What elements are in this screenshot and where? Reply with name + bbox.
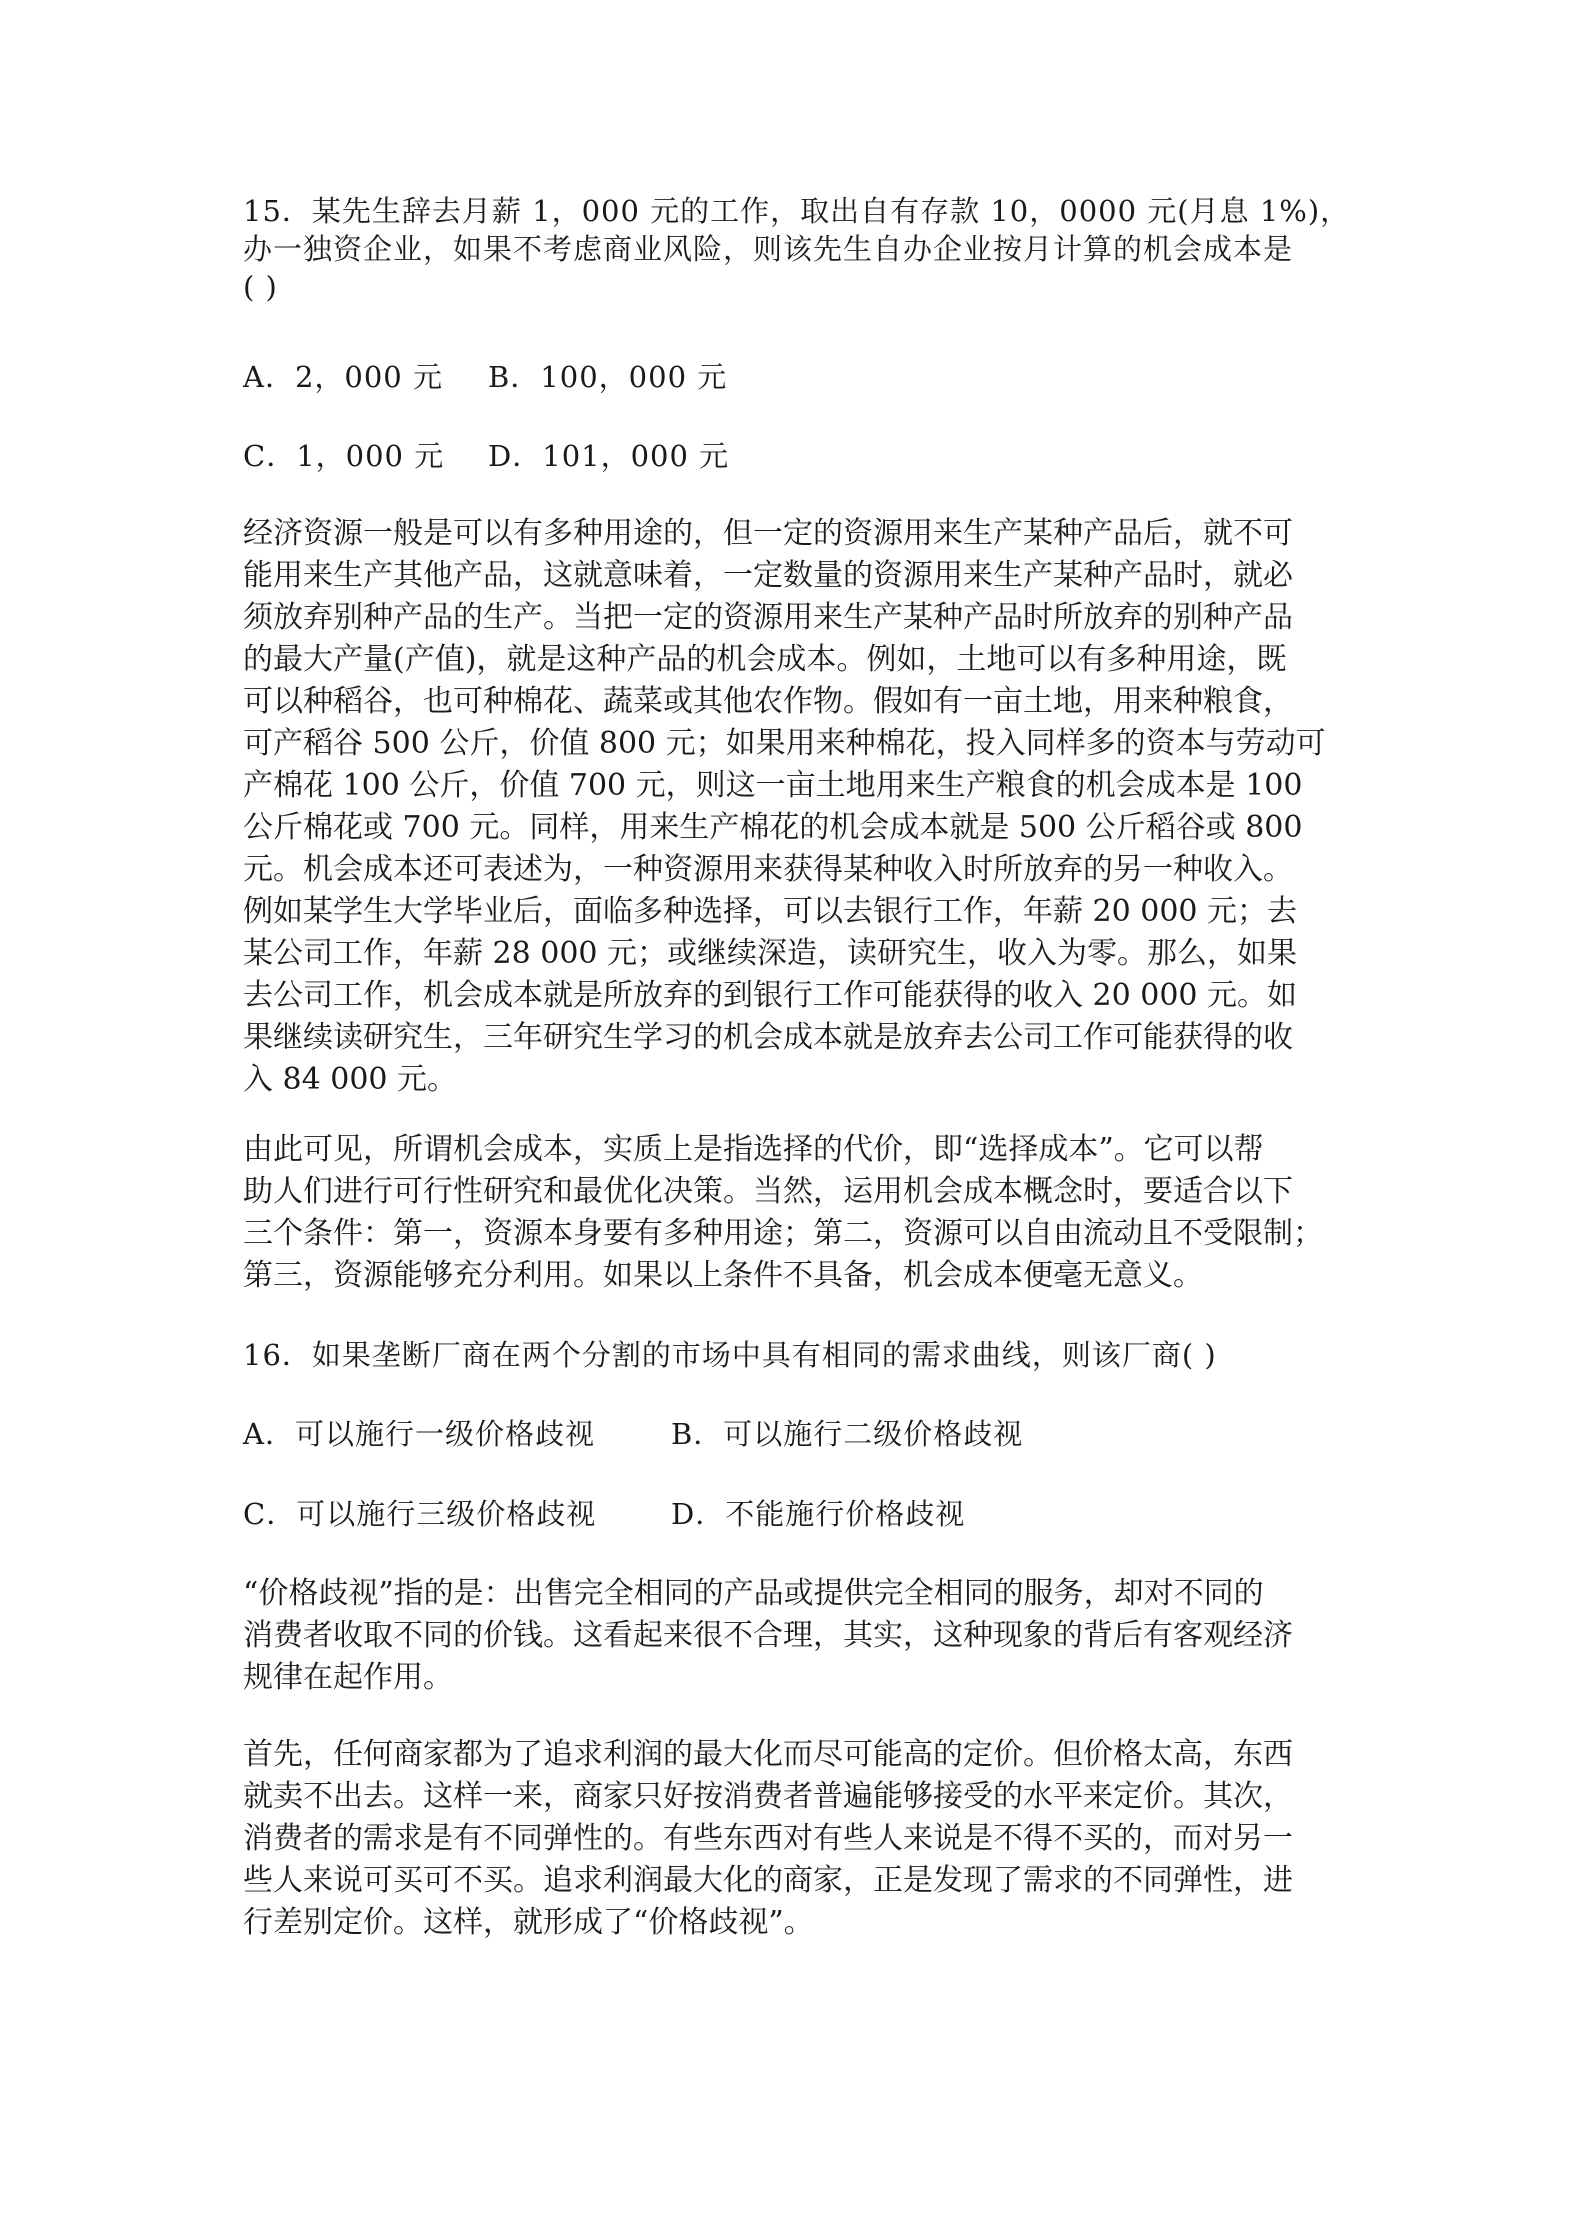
text-line: 的最大产量(产值)，就是这种产品的机会成本。例如，土地可以有多种用途，既 bbox=[243, 642, 1287, 677]
text-line: 可以种稻谷，也可种棉花、蔬菜或其他农作物。假如有一亩土地，用来种粮食， bbox=[243, 684, 1293, 719]
text-line: 助人们进行可行性研究和最优化决策。当然，运用机会成本概念时，要适合以下 bbox=[243, 1174, 1293, 1209]
option-a: A．2，000 元 bbox=[243, 360, 443, 394]
question-15-line-1: 15．某先生辞去月薪 1，000 元的工作，取出自有存款 10，0000 元(月息 1%)， bbox=[243, 194, 1351, 228]
text-line: 某公司工作，年薪 28 000 元；或继续深造，读研究生，收入为零。那么，如果 bbox=[243, 936, 1298, 971]
text-line: 例如某学生大学毕业后，面临多种选择，可以去银行工作，年薪 20 000 元；去 bbox=[243, 894, 1298, 929]
explanation-16-paragraph-2 bbox=[243, 1734, 1363, 1944]
text-line: 须放弃别种产品的生产。当把一定的资源用来生产某种产品时所放弃的别种产品 bbox=[243, 600, 1293, 635]
option-b: B．100，000 元 bbox=[488, 360, 728, 394]
option-d: D．不能施行价格歧视 bbox=[671, 1497, 966, 1531]
question-15-options-row-2 bbox=[243, 437, 729, 475]
question-15-options-row-1 bbox=[243, 358, 727, 396]
question-15-line-2: 办一独资企业，如果不考虑商业风险，则该先生自办企业按月计算的机会成本是 bbox=[243, 232, 1294, 266]
text-line: 能用来生产其他产品，这就意味着，一定数量的资源用来生产某种产品时，就必 bbox=[243, 558, 1293, 593]
text-line: 元。机会成本还可表述为，一种资源用来获得某种收入时所放弃的另一种收入。 bbox=[243, 852, 1293, 887]
question-15-line-3: ( ) bbox=[243, 270, 278, 304]
explanation-15-paragraph-2 bbox=[243, 1129, 1363, 1297]
question-16-options-row-1 bbox=[243, 1415, 1023, 1453]
option-a: A．可以施行一级价格歧视 bbox=[243, 1417, 595, 1451]
text-line: 可产稻谷 500 公斤，价值 800 元；如果用来种棉花，投入同样多的资本与劳动可 bbox=[243, 726, 1326, 761]
option-b: B．可以施行二级价格歧视 bbox=[671, 1417, 1024, 1451]
question-15 bbox=[243, 192, 1363, 306]
text-line: 规律在起作用。 bbox=[243, 1660, 453, 1695]
question-16-line: 16．如果垄断厂商在两个分割的市场中具有相同的需求曲线，则该厂商( ) bbox=[243, 1338, 1217, 1372]
explanation-15-paragraph-1 bbox=[243, 513, 1363, 1101]
text-line: 公斤棉花或 700 元。同样，用来生产棉花的机会成本就是 500 公斤稻谷或 800 bbox=[243, 810, 1303, 845]
text-line: “价格歧视”指的是：出售完全相同的产品或提供完全相同的服务，却对不同的 bbox=[243, 1576, 1264, 1611]
text-line: 消费者收取不同的价钱。这看起来很不合理，其实，这种现象的背后有客观经济 bbox=[243, 1618, 1293, 1653]
question-16 bbox=[243, 1336, 1363, 1374]
option-c: C．1，000 元 bbox=[243, 439, 445, 473]
text-line: 行差别定价。这样，就形成了“价格歧视”。 bbox=[243, 1905, 814, 1940]
text-line: 去公司工作，机会成本就是所放弃的到银行工作可能获得的收入 20 000 元。如 bbox=[243, 978, 1298, 1013]
text-line: 由此可见，所谓机会成本，实质上是指选择的代价，即“选择成本”。它可以帮 bbox=[243, 1132, 1264, 1167]
text-line: 三个条件：第一，资源本身要有多种用途；第二，资源可以自由流动且不受限制； bbox=[243, 1216, 1323, 1251]
text-line: 消费者的需求是有不同弹性的。有些东西对有些人来说是不得不买的，而对另一 bbox=[243, 1821, 1293, 1856]
text-line: 第三，资源能够充分利用。如果以上条件不具备，机会成本便毫无意义。 bbox=[243, 1258, 1203, 1293]
question-16-options-row-2 bbox=[243, 1495, 965, 1533]
text-line: 些人来说可买可不买。追求利润最大化的商家，正是发现了需求的不同弹性，进 bbox=[243, 1863, 1293, 1898]
option-c: C．可以施行三级价格歧视 bbox=[243, 1497, 597, 1531]
explanation-16-paragraph-1 bbox=[243, 1573, 1363, 1699]
text-line: 入 84 000 元。 bbox=[243, 1062, 458, 1097]
text-line: 经济资源一般是可以有多种用途的，但一定的资源用来生产某种产品后，就不可 bbox=[243, 516, 1293, 551]
text-line: 首先，任何商家都为了追求利润的最大化而尽可能高的定价。但价格太高，东西 bbox=[243, 1737, 1293, 1772]
text-line: 产棉花 100 公斤，价值 700 元，则这一亩土地用来生产粮食的机会成本是 100 bbox=[243, 768, 1303, 803]
option-d: D．101，000 元 bbox=[488, 439, 730, 473]
text-line: 就卖不出去。这样一来，商家只好按消费者普遍能够接受的水平来定价。其次， bbox=[243, 1779, 1293, 1814]
text-line: 果继续读研究生，三年研究生学习的机会成本就是放弃去公司工作可能获得的收 bbox=[243, 1020, 1293, 1055]
